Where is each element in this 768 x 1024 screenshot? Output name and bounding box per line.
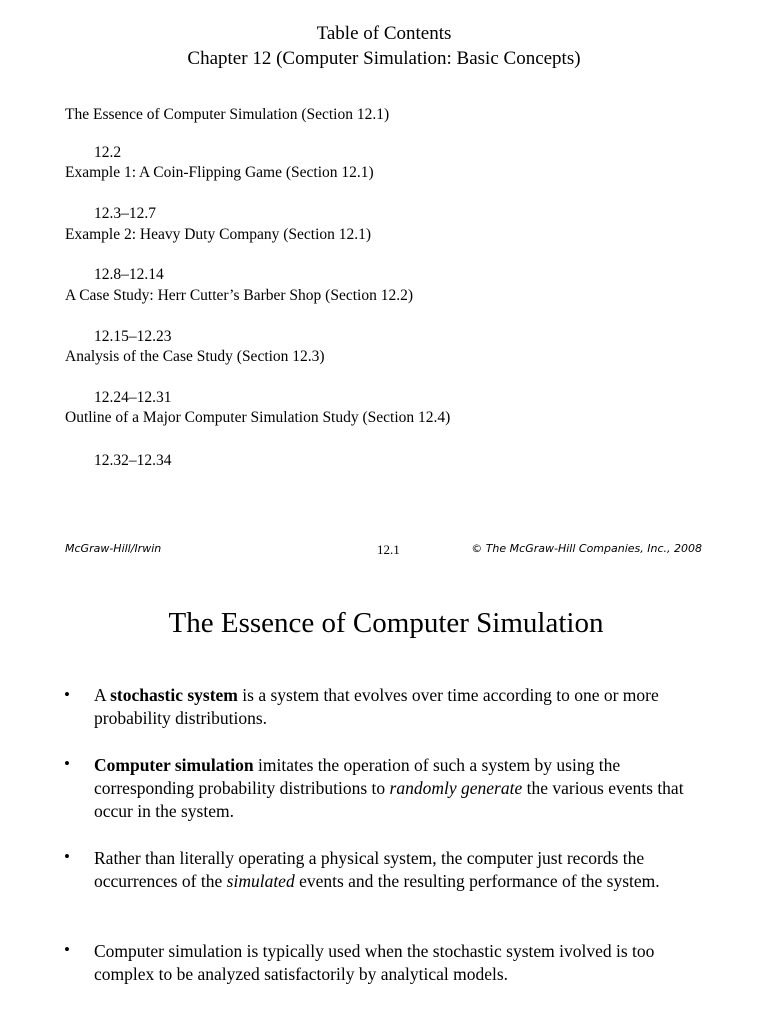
toc-entry-label: A Case Study: Herr Cutter’s Barber Shop (Section 12.2) — [65, 287, 413, 304]
toc-entry-pages: 12.15–12.23 — [94, 328, 172, 345]
bullet-text: events and the resulting performance of the system. — [294, 871, 660, 891]
toc-entry-label: Example 1: A Coin-Flipping Game (Section 12.1) — [65, 164, 374, 181]
bullet-icon: • — [64, 940, 70, 959]
bullet-text: imitates the operation of such a system by using the corresponding probability distributions to — [94, 755, 621, 798]
bullet-text: the various events that occur in the system. — [94, 778, 684, 821]
bullet-emphasis: randomly generate — [389, 778, 523, 798]
slide-title: The Essence of Computer Simulation — [168, 607, 604, 639]
bullet-term: Computer simulation — [94, 755, 254, 775]
bullet-text: is a system that evolves over time according to one or more probability distributions. — [94, 685, 659, 728]
bullet-emphasis: simulated — [226, 871, 295, 891]
bullet-icon: • — [64, 685, 70, 704]
toc-entry-pages: 12.8–12.14 — [94, 266, 164, 283]
toc-entry-pages: 12.2 — [94, 144, 122, 161]
bullet-icon: • — [64, 754, 70, 773]
bullet-text: A — [94, 685, 111, 705]
bullet-term: stochastic system — [110, 685, 238, 705]
bullet-item — [94, 940, 714, 986]
toc-entry-label: The Essence of Computer Simulation (Section 12.1) — [65, 106, 390, 123]
footer-publisher: McGraw-Hill/Irwin — [65, 542, 162, 555]
toc-title: Table of Contents — [316, 23, 452, 44]
bullet-text: Rather than literally operating a physical system, the computer just records the occurrences of the — [94, 848, 645, 891]
toc-entry-pages: 12.3–12.7 — [94, 205, 156, 222]
toc-entry-pages: 12.32–12.34 — [94, 452, 172, 469]
bullet-icon: • — [64, 847, 70, 866]
bullet-item — [94, 684, 714, 730]
toc-entry-label: Analysis of the Case Study (Section 12.3) — [65, 348, 325, 365]
bullet-item — [94, 847, 714, 893]
footer-page-number: 12.1 — [377, 542, 400, 557]
toc-entry-label: Example 2: Heavy Duty Company (Section 12.1) — [65, 226, 372, 243]
toc-entry-label: Outline of a Major Computer Simulation Study (Section 12.4) — [65, 409, 451, 426]
chapter-title: Chapter 12 (Computer Simulation: Basic Concepts) — [187, 48, 581, 69]
bullet-text: Computer simulation is typically used when the stochastic system ivolved is too complex to be analyzed satisfactorily by analytical models. — [94, 941, 655, 984]
toc-entry-pages: 12.24–12.31 — [94, 389, 172, 406]
bullet-item — [94, 754, 714, 823]
footer-copyright: © The McGraw-Hill Companies, Inc., 2008 — [471, 542, 702, 555]
